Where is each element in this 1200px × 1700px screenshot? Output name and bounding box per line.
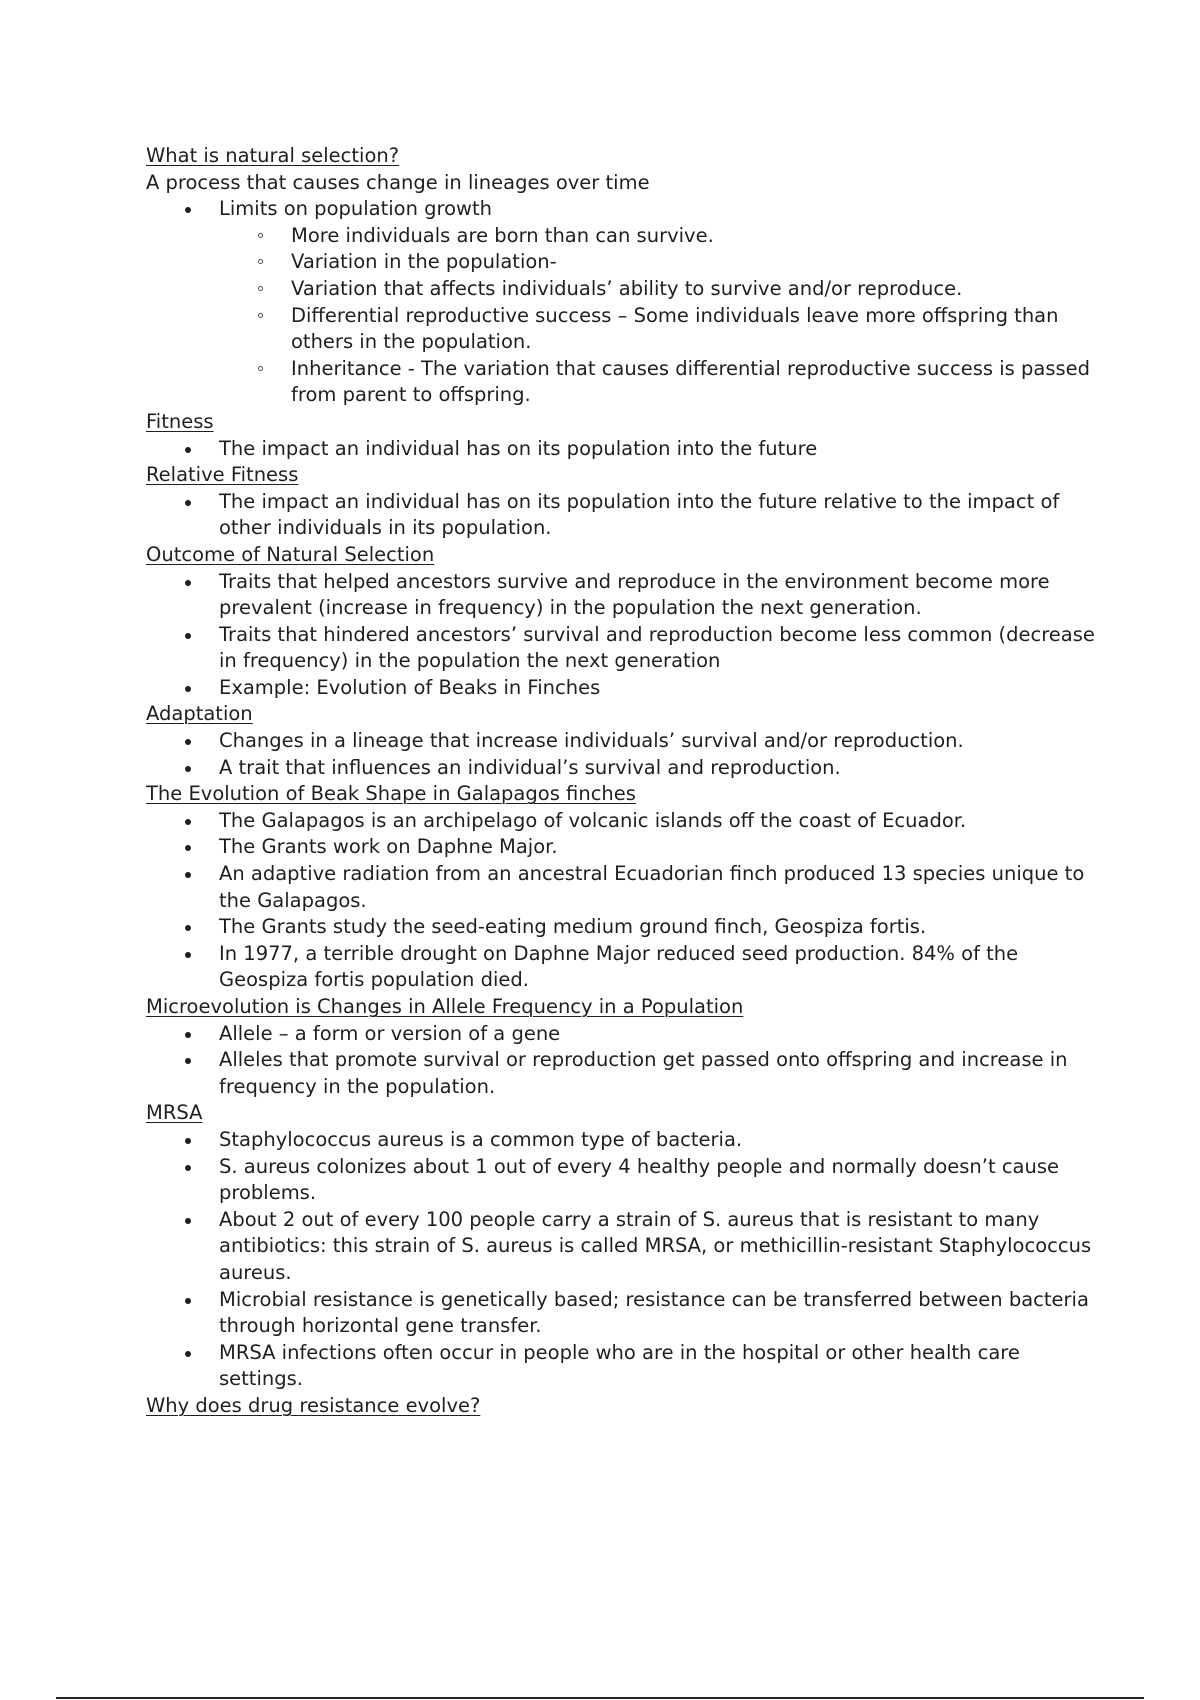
- fitness-list: [146, 436, 1096, 463]
- sub-list-item: Variation that affects individuals’ ability to survive and/or reproduce.: [146, 276, 1096, 303]
- list-item-text: Limits on population growth: [219, 197, 492, 221]
- microevolution-list: [146, 1021, 1096, 1101]
- section-heading-outcome: Outcome of Natural Selection: [146, 542, 435, 566]
- section-heading-relative-fitness: Relative Fitness: [146, 463, 299, 487]
- list-item: An adaptive radiation from an ancestral Ecuadorian finch produced 13 species unique to the Galapagos.: [146, 861, 1096, 914]
- list-item: The Grants study the seed-eating medium ground finch, Geospiza fortis.: [146, 914, 1096, 941]
- section-heading-natural-selection: What is natural selection?: [146, 144, 400, 167]
- list-item: A trait that influences an individual’s survival and reproduction.: [146, 755, 1096, 782]
- list-item: Staphylococcus aureus is a common type of bacteria.: [146, 1127, 1096, 1154]
- list-item: The Galapagos is an archipelago of volcanic islands off the coast of Ecuador.: [146, 808, 1096, 835]
- list-item: Example: Evolution of Beaks in Finches: [146, 675, 1096, 702]
- sub-list-item: More individuals are born than can survive.: [146, 223, 1096, 250]
- adaptation-list: [146, 728, 1096, 781]
- list-item: Traits that helped ancestors survive and reproduce in the environment become more prevalent (increase in frequency) in the population the next generation.: [146, 569, 1096, 622]
- list-item: Allele – a form or version of a gene: [146, 1021, 1096, 1048]
- list-item: The Grants work on Daphne Major.: [146, 834, 1096, 861]
- section-heading-mrsa: MRSA: [146, 1101, 203, 1125]
- list-item: In 1977, a terrible drought on Daphne Major reduced seed production. 84% of the Geospiza fortis population died.: [146, 941, 1096, 994]
- outcome-list: [146, 569, 1096, 702]
- footer-divider: [56, 1697, 1144, 1699]
- section-heading-drug-resistance: Why does drug resistance evolve?: [146, 1393, 481, 1417]
- natural-selection-list: [146, 196, 1096, 409]
- sub-list-item: Differential reproductive success – Some individuals leave more offspring than others in the population.: [146, 303, 1096, 356]
- section-heading-adaptation: Adaptation: [146, 702, 253, 726]
- relative-fitness-list: [146, 489, 1096, 542]
- list-item: [146, 196, 1096, 409]
- mrsa-list: [146, 1127, 1096, 1393]
- list-item: MRSA infections often occur in people who are in the hospital or other health care settings.: [146, 1340, 1096, 1393]
- list-item: The impact an individual has on its population into the future relative to the impact of other individuals in its population.: [146, 489, 1096, 542]
- document-body: [146, 143, 1096, 1420]
- section-heading-beak-shape: The Evolution of Beak Shape in Galapagos finches: [146, 782, 636, 806]
- list-item: Microbial resistance is genetically based; resistance can be transferred between bacteria through horizontal gene transfer.: [146, 1287, 1096, 1340]
- section-heading-microevolution: Microevolution is Changes in Allele Frequency in a Population: [146, 995, 744, 1018]
- list-item: About 2 out of every 100 people carry a strain of S. aureus that is resistant to many antibiotics: this strain of S. aureus is called MRSA, or methicillin-resistant Staphylococcus aureus.: [146, 1207, 1096, 1287]
- sub-list-item: Inheritance - The variation that causes differential reproductive success is passed from parent to offspring.: [146, 356, 1096, 409]
- list-item: Traits that hindered ancestors’ survival and reproduction become less common (decrease in frequency) in the population the next generation: [146, 622, 1096, 675]
- section-heading-fitness: Fitness: [146, 409, 214, 433]
- beak-list: [146, 808, 1096, 994]
- list-item: The impact an individual has on its population into the future: [146, 436, 1096, 463]
- list-item: Changes in a lineage that increase individuals’ survival and/or reproduction.: [146, 728, 1096, 755]
- natural-selection-intro: A process that causes change in lineages over time: [146, 170, 650, 194]
- list-item: S. aureus colonizes about 1 out of every 4 healthy people and normally doesn’t cause problems.: [146, 1154, 1096, 1207]
- natural-selection-sublist: [146, 223, 1096, 409]
- sub-list-item: Variation in the population-: [146, 249, 1096, 276]
- list-item: Alleles that promote survival or reproduction get passed onto offspring and increase in frequency in the population.: [146, 1047, 1096, 1100]
